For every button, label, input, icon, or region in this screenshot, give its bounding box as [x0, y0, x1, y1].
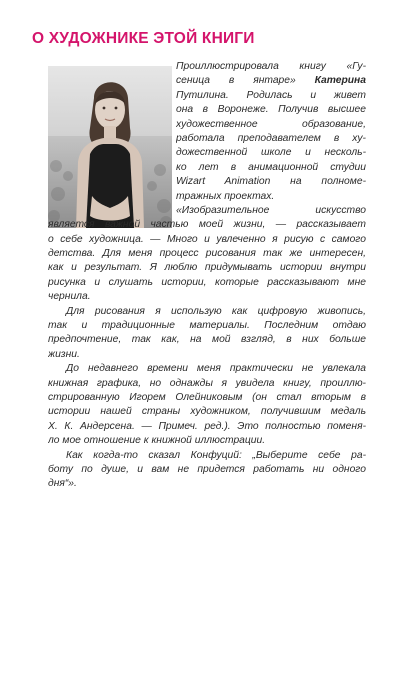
paragraph-5	[48, 449, 366, 492]
text-line: дожественной школе и несколь-	[176, 147, 366, 159]
paragraph-2	[48, 204, 366, 305]
text-line: предпочтение, так как, на мой взгляд, в них больше	[48, 334, 366, 346]
text-line: боту по душе, и вам не придется работать ни одного	[48, 463, 366, 475]
text-line: как и результат. Я люблю придумывать истории внутри	[48, 262, 366, 274]
text-line: работала преподавателем в ху-	[176, 132, 366, 144]
text-line: Путилина. Родилась и живет	[176, 89, 366, 101]
text-line: стрированную Игорем Олейниковым (он стал вторым в	[48, 391, 366, 403]
article-text	[48, 60, 366, 492]
text-line: Как когда-то сказал Конфуций: „Выберите себе ра-	[66, 449, 366, 461]
text-line: является важной частью моей жизни, — рассказывает	[48, 219, 366, 231]
text-line: рисунка и слушать истории, которые рассказывают мне	[48, 276, 366, 288]
text-line: «Изобразительное искусство	[176, 204, 366, 216]
text-line-part: сеница в янтаре»	[176, 75, 315, 87]
text-line: ко лет в анимационной студии	[176, 161, 366, 173]
paragraph-1	[48, 60, 366, 204]
paragraph-4	[48, 362, 366, 448]
text-line: Х. К. Андерсена. — Примеч. ред.). Это полностью поменя-	[48, 420, 366, 432]
text-line: ло мое отношение к книжной иллюстрации.	[48, 435, 266, 447]
text-line: истории нашей страны художником, получившим медаль	[48, 406, 366, 418]
text-line: жизни.	[48, 348, 80, 360]
text-line: До недавнего времени меня практически не увлекала	[66, 363, 366, 375]
text-line: о себе художница. — Много и увлеченно я рисую с самого	[48, 233, 366, 245]
paragraph-3	[48, 305, 366, 363]
text-line: чернила.	[48, 291, 91, 303]
text-line: так и традиционные материалы. Последним отдаю	[48, 320, 366, 332]
text-line: Wizart Animation на полноме-	[176, 176, 366, 188]
text-line: книжная графика, но однажды я увидела книгу, проиллю-	[48, 377, 366, 389]
text-line: тражных проектах.	[176, 190, 275, 202]
text-line: Для рисования я использую как цифровую живопись,	[66, 305, 366, 317]
text-line: дня“».	[48, 478, 77, 490]
section-heading: О ХУДОЖНИКЕ ЭТОЙ КНИГИ	[32, 30, 255, 47]
text-line	[176, 74, 366, 88]
text-line: детства. Для меня процесс рисования так же интересен,	[48, 248, 366, 260]
artist-name-first: Катерина	[314, 75, 366, 87]
text-line: Проиллюстрировала книгу «Гу-	[176, 61, 366, 72]
text-line: она в Воронеже. Получив высшее	[176, 104, 366, 116]
text-line: художественное образование,	[176, 118, 366, 130]
